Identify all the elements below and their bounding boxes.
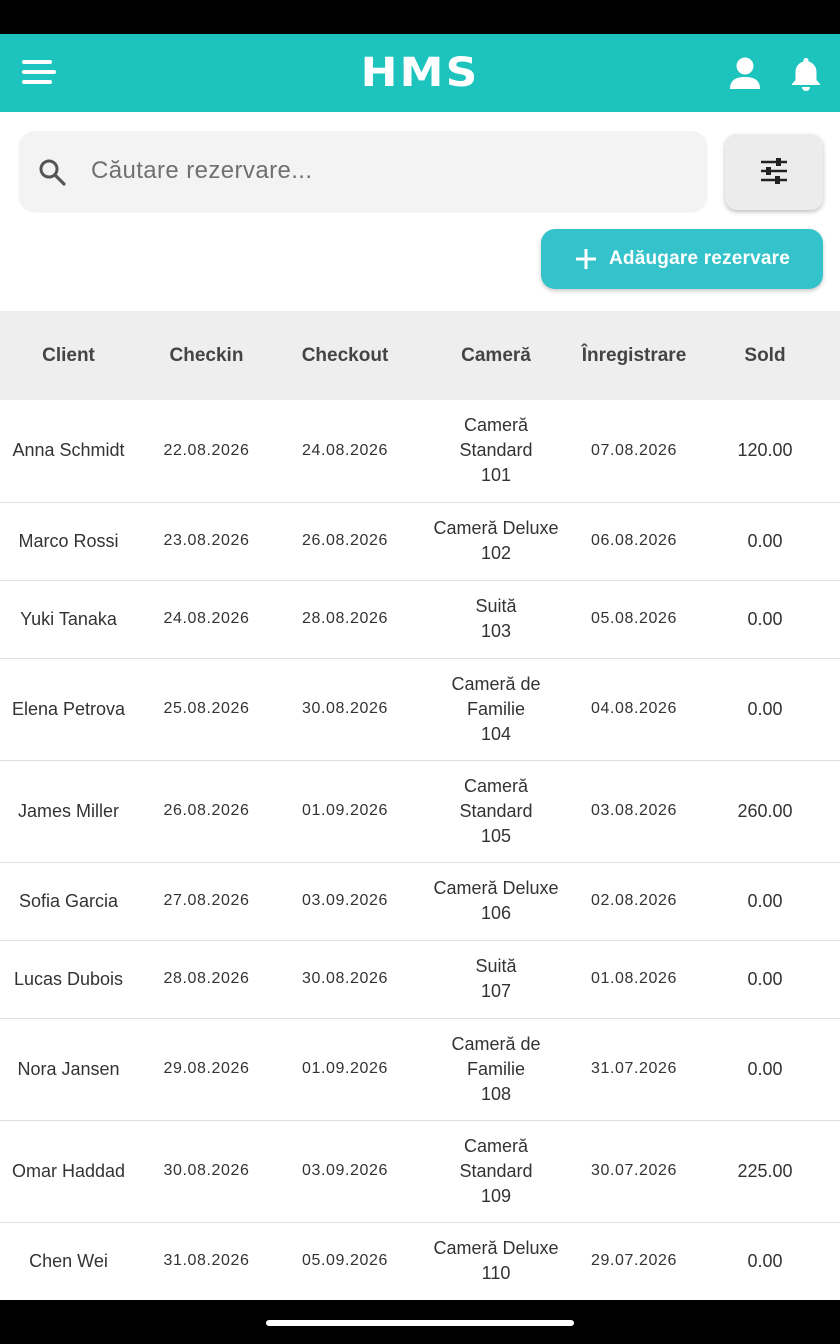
- checkin-cell: 25.08.2026: [163, 700, 250, 717]
- checkin-cell: 27.08.2026: [163, 892, 250, 909]
- registered-cell: 04.08.2026: [590, 700, 678, 717]
- room-type: Cameră Standard: [459, 415, 533, 461]
- room-cell: [414, 1018, 578, 1120]
- checkin-cell: 22.08.2026: [163, 441, 250, 459]
- room-number: 102: [480, 543, 512, 563]
- balance-cell: 0.00: [747, 1058, 783, 1079]
- checkout-cell: 28.08.2026: [301, 610, 389, 627]
- balance-cell: 0.00: [747, 698, 783, 719]
- room-cell: [414, 658, 578, 760]
- client-cell: Marco Rossi: [18, 530, 119, 551]
- balance-cell: 225.00: [737, 1160, 793, 1181]
- table-row[interactable]: [0, 502, 840, 580]
- room-number: 106: [480, 903, 512, 923]
- room-type: Cameră Deluxe: [433, 518, 559, 538]
- balance-cell: 120.00: [737, 440, 793, 461]
- room-type: Cameră Deluxe: [433, 1238, 559, 1258]
- column-header-room[interactable]: Cameră: [461, 344, 531, 366]
- table-row[interactable]: [0, 400, 840, 502]
- checkin-cell: 23.08.2026: [163, 532, 250, 549]
- app-logo: HMS: [360, 50, 480, 96]
- room-type: Cameră Standard: [459, 1135, 533, 1181]
- room-number: 105: [480, 825, 512, 846]
- checkout-cell: 30.08.2026: [301, 700, 389, 717]
- column-header-client[interactable]: Client: [42, 344, 95, 366]
- room-type: Suită: [475, 956, 517, 976]
- client-cell: James Miller: [17, 800, 119, 821]
- balance-cell: 260.00: [737, 800, 793, 821]
- balance-cell: 0.00: [747, 890, 783, 911]
- room-number: 110: [481, 1263, 511, 1283]
- checkout-cell: 24.08.2026: [301, 441, 389, 459]
- checkin-cell: 29.08.2026: [163, 1060, 250, 1077]
- bell-icon[interactable]: [786, 54, 826, 94]
- checkin-cell: 30.08.2026: [163, 1162, 250, 1179]
- table-row[interactable]: [0, 1120, 840, 1222]
- registered-cell: 01.08.2026: [590, 970, 678, 987]
- registered-cell: 05.08.2026: [590, 610, 678, 627]
- status-bar: [0, 0, 840, 34]
- registered-cell: 02.08.2026: [590, 892, 678, 909]
- client-cell: Omar Haddad: [11, 1160, 126, 1181]
- search-box[interactable]: [19, 131, 707, 211]
- client-cell: Nora Jansen: [17, 1058, 120, 1079]
- table-row[interactable]: [0, 1018, 840, 1120]
- sliders-icon: [759, 158, 789, 184]
- table-row[interactable]: [0, 658, 840, 760]
- room-cell: [414, 1120, 578, 1222]
- table-header-row: [0, 311, 840, 400]
- table-row[interactable]: [0, 1222, 840, 1300]
- room-cell: [414, 862, 578, 940]
- room-number: 107: [480, 981, 512, 1001]
- add-reservation-label: Adăugare rezervare: [609, 248, 791, 269]
- registered-cell: 29.07.2026: [590, 1252, 678, 1269]
- search-input[interactable]: [91, 151, 681, 191]
- checkout-cell: 01.09.2026: [301, 802, 389, 819]
- table-row[interactable]: [0, 862, 840, 940]
- plus-icon: [575, 248, 597, 270]
- room-type: Cameră Deluxe: [433, 878, 559, 898]
- room-type: Cameră de Familie: [451, 1033, 541, 1079]
- checkout-cell: 03.09.2026: [301, 892, 389, 909]
- checkout-cell: 26.08.2026: [301, 532, 389, 549]
- room-number: 109: [480, 1185, 512, 1206]
- checkin-cell: 24.08.2026: [163, 610, 250, 627]
- column-header-registered[interactable]: Înregistrare: [581, 344, 687, 366]
- room-cell: [414, 1222, 578, 1300]
- client-cell: Sofia Garcia: [18, 890, 119, 911]
- room-cell: [414, 400, 578, 502]
- room-cell: [414, 940, 578, 1018]
- checkout-cell: 03.09.2026: [301, 1162, 389, 1179]
- reservations-table: [0, 311, 840, 1300]
- table-row[interactable]: [0, 580, 840, 658]
- room-cell: [414, 760, 578, 862]
- filter-button[interactable]: [725, 134, 823, 210]
- registered-cell: 03.08.2026: [590, 802, 678, 819]
- checkout-cell: 30.08.2026: [301, 970, 389, 987]
- add-reservation-button[interactable]: [541, 229, 823, 289]
- client-cell: Elena Petrova: [11, 698, 126, 719]
- checkout-cell: 01.09.2026: [301, 1060, 389, 1077]
- user-icon[interactable]: [725, 54, 765, 94]
- client-cell: Yuki Tanaka: [20, 608, 117, 629]
- app-bar: [0, 34, 840, 112]
- column-header-balance[interactable]: Sold: [744, 344, 786, 366]
- room-number: 104: [480, 723, 512, 744]
- room-cell: [414, 502, 578, 580]
- column-header-checkout[interactable]: Checkout: [301, 344, 389, 366]
- main-content: [0, 112, 840, 1300]
- client-cell: Chen Wei: [29, 1250, 108, 1271]
- registered-cell: 07.08.2026: [590, 441, 678, 459]
- checkin-cell: 31.08.2026: [163, 1252, 250, 1269]
- client-cell: Anna Schmidt: [12, 440, 125, 461]
- room-number: 103: [480, 621, 512, 641]
- checkin-cell: 28.08.2026: [163, 970, 250, 987]
- balance-cell: 0.00: [747, 608, 783, 629]
- checkout-cell: 05.09.2026: [301, 1252, 389, 1269]
- registered-cell: 06.08.2026: [590, 532, 678, 549]
- balance-cell: 0.00: [747, 530, 783, 551]
- column-header-checkin[interactable]: Checkin: [169, 344, 244, 366]
- room-number: 101: [480, 465, 512, 486]
- balance-cell: 0.00: [747, 968, 783, 989]
- registered-cell: 30.07.2026: [590, 1162, 678, 1179]
- balance-cell: 0.00: [747, 1250, 783, 1271]
- room-type: Cameră de Familie: [451, 673, 541, 719]
- client-cell: Lucas Dubois: [13, 968, 124, 989]
- checkin-cell: 26.08.2026: [163, 802, 250, 819]
- search-icon: [37, 157, 67, 187]
- room-number: 108: [480, 1083, 512, 1104]
- registered-cell: 31.07.2026: [590, 1060, 678, 1077]
- room-cell: [414, 580, 578, 658]
- room-type: Suită: [475, 596, 517, 616]
- table-row[interactable]: [0, 940, 840, 1018]
- room-type: Cameră Standard: [459, 775, 533, 821]
- table-row[interactable]: [0, 760, 840, 862]
- home-indicator[interactable]: [266, 1320, 574, 1326]
